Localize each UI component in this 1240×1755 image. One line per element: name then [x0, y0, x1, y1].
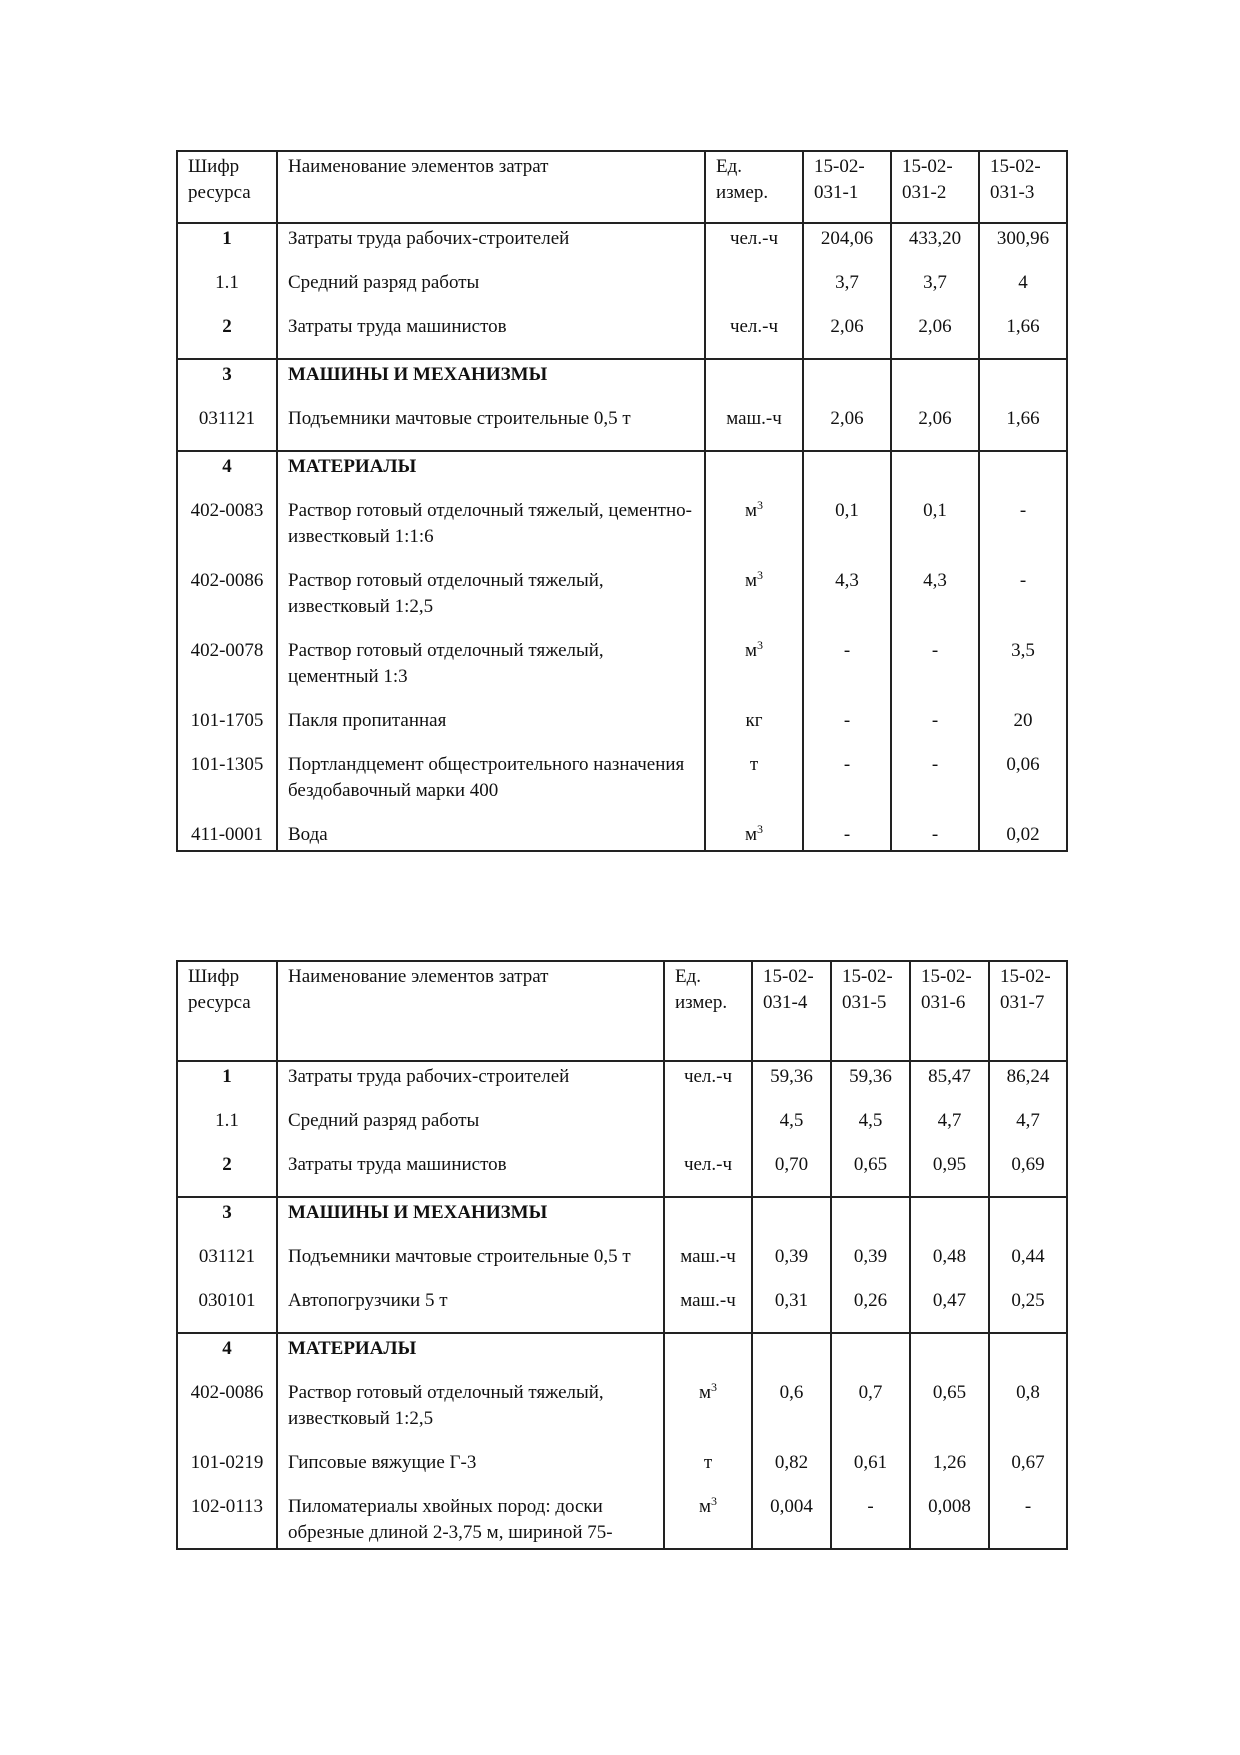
cost-element-name: Средний разряд работы — [277, 1108, 664, 1152]
norm-value: 0,82 — [752, 1450, 831, 1494]
resource-code: 3 — [177, 359, 277, 406]
resource-code: 102-0113 — [177, 1494, 277, 1549]
table-row — [177, 1152, 1067, 1197]
table-row — [177, 359, 1067, 406]
unit-of-measure — [664, 1494, 752, 1549]
column-header: Шифр ресурса — [177, 961, 277, 1061]
norm-value — [910, 1197, 989, 1244]
resource-code: 1 — [177, 223, 277, 270]
unit-superscript: 3 — [757, 822, 764, 836]
resource-code: 402-0086 — [177, 1380, 277, 1450]
norm-value: 0,31 — [752, 1288, 831, 1333]
norm-value: 1,66 — [979, 314, 1067, 359]
cost-element-name: Раствор готовый отделочный тяжелый, цементный 1:3 — [277, 638, 705, 708]
resource-code: 402-0078 — [177, 638, 277, 708]
unit-superscript: 3 — [711, 1494, 718, 1508]
norm-value: 204,06 — [803, 223, 891, 270]
table-row — [177, 270, 1067, 314]
unit-text: м — [744, 570, 758, 591]
unit-text: т — [749, 754, 759, 775]
table-2-body — [177, 961, 1067, 1549]
norm-value: 0,44 — [989, 1244, 1067, 1288]
column-header: 15-02-031-7 — [989, 961, 1067, 1061]
table-row — [177, 708, 1067, 752]
header-row — [177, 151, 1067, 223]
norm-value: 3,7 — [891, 270, 979, 314]
norm-value — [752, 1197, 831, 1244]
cost-element-name: Раствор готовый отделочный тяжелый, известковый 1:2,5 — [277, 1380, 664, 1450]
table-row — [177, 1333, 1067, 1380]
norm-value: 0,39 — [831, 1244, 910, 1288]
unit-text: м — [698, 1496, 712, 1517]
unit-of-measure — [705, 638, 803, 708]
column-header: Шифр ресурса — [177, 151, 277, 223]
table-row — [177, 638, 1067, 708]
cost-element-name: Пиломатериалы хвойных пород: доски обрезные длиной 2-3,75 м, шириной 75- — [277, 1494, 664, 1549]
norm-value: 0,26 — [831, 1288, 910, 1333]
unit-text: маш.-ч — [680, 1246, 736, 1267]
unit-of-measure — [664, 1061, 752, 1108]
norm-value: 0,6 — [752, 1380, 831, 1450]
norm-value — [989, 1197, 1067, 1244]
resource-code: 402-0083 — [177, 498, 277, 568]
norm-value — [803, 359, 891, 406]
resource-code: 101-0219 — [177, 1450, 277, 1494]
unit-of-measure — [705, 406, 803, 451]
cost-element-name: Затраты труда рабочих-строителей — [277, 1061, 664, 1108]
resource-table-1 — [176, 150, 1068, 852]
norm-value: - — [831, 1494, 910, 1549]
unit-text: м — [744, 824, 758, 845]
unit-of-measure — [705, 359, 803, 406]
norm-value — [891, 451, 979, 498]
norm-value — [891, 359, 979, 406]
unit-text: чел.-ч — [683, 1066, 733, 1087]
unit-of-measure — [705, 223, 803, 270]
norm-value: - — [803, 708, 891, 752]
column-header: Ед. измер. — [705, 151, 803, 223]
column-header: 15-02-031-4 — [752, 961, 831, 1061]
resource-code: 4 — [177, 1333, 277, 1380]
norm-value: 2,06 — [803, 314, 891, 359]
norm-value: 0,39 — [752, 1244, 831, 1288]
resource-code: 2 — [177, 1152, 277, 1197]
norm-value — [752, 1333, 831, 1380]
resource-code: 1.1 — [177, 270, 277, 314]
table-row — [177, 1450, 1067, 1494]
cost-element-name: Раствор готовый отделочный тяжелый, цементно-известковый 1:1:6 — [277, 498, 705, 568]
norm-value: 59,36 — [752, 1061, 831, 1108]
norm-value: - — [891, 638, 979, 708]
norm-value: 85,47 — [910, 1061, 989, 1108]
column-header: Наименование элементов затрат — [277, 961, 664, 1061]
table-row — [177, 314, 1067, 359]
norm-value: 0,47 — [910, 1288, 989, 1333]
norm-value: 1,26 — [910, 1450, 989, 1494]
unit-of-measure — [664, 1244, 752, 1288]
column-header: 15-02-031-2 — [891, 151, 979, 223]
norm-value — [989, 1333, 1067, 1380]
norm-value: 4,5 — [831, 1108, 910, 1152]
column-header: 15-02-031-3 — [979, 151, 1067, 223]
norm-value: 20 — [979, 708, 1067, 752]
unit-text: м — [698, 1382, 712, 1403]
norm-value: - — [803, 822, 891, 851]
norm-value — [803, 451, 891, 498]
column-header: 15-02-031-6 — [910, 961, 989, 1061]
resource-code: 1 — [177, 1061, 277, 1108]
unit-superscript: 3 — [757, 568, 764, 582]
norm-value — [831, 1333, 910, 1380]
table-row — [177, 1061, 1067, 1108]
norm-value: 2,06 — [891, 314, 979, 359]
norm-value: 4,7 — [910, 1108, 989, 1152]
resource-code: 4 — [177, 451, 277, 498]
norm-value: - — [891, 822, 979, 851]
header-row — [177, 961, 1067, 1061]
column-header: 15-02-031-1 — [803, 151, 891, 223]
norm-value: 0,1 — [891, 498, 979, 568]
table-row — [177, 451, 1067, 498]
resource-code: 2 — [177, 314, 277, 359]
unit-of-measure — [664, 1450, 752, 1494]
norm-value — [979, 451, 1067, 498]
resource-code: 101-1305 — [177, 752, 277, 822]
norm-value: 0,1 — [803, 498, 891, 568]
unit-text: кг — [745, 710, 763, 731]
unit-text: м — [744, 640, 758, 661]
unit-of-measure — [705, 498, 803, 568]
norm-value: 4,3 — [891, 568, 979, 638]
table-row — [177, 1380, 1067, 1450]
resource-code: 101-1705 — [177, 708, 277, 752]
cost-element-name: Пакля пропитанная — [277, 708, 705, 752]
table-row — [177, 752, 1067, 822]
unit-text: м — [744, 500, 758, 521]
norm-value: - — [803, 752, 891, 822]
unit-text: чел.-ч — [729, 228, 779, 249]
unit-of-measure — [705, 708, 803, 752]
norm-value: 4 — [979, 270, 1067, 314]
cost-element-name: МАШИНЫ И МЕХАНИЗМЫ — [277, 359, 705, 406]
norm-value: - — [803, 638, 891, 708]
unit-of-measure — [664, 1333, 752, 1380]
unit-of-measure — [705, 752, 803, 822]
cost-element-name: МАТЕРИАЛЫ — [277, 1333, 664, 1380]
unit-superscript: 3 — [757, 638, 764, 652]
cost-element-name: Автопогрузчики 5 т — [277, 1288, 664, 1333]
cost-element-name: Раствор готовый отделочный тяжелый, известковый 1:2,5 — [277, 568, 705, 638]
cost-element-name: Подъемники мачтовые строительные 0,5 т — [277, 406, 705, 451]
table-row — [177, 1197, 1067, 1244]
cost-element-name: МАТЕРИАЛЫ — [277, 451, 705, 498]
unit-text: чел.-ч — [683, 1154, 733, 1175]
norm-value: - — [891, 752, 979, 822]
unit-text: т — [703, 1452, 713, 1473]
cost-element-name: Портландцемент общестроительного назначения бездобавочный марки 400 — [277, 752, 705, 822]
table-row — [177, 822, 1067, 851]
norm-value: 433,20 — [891, 223, 979, 270]
norm-value: 2,06 — [803, 406, 891, 451]
cost-element-name: Гипсовые вяжущие Г-3 — [277, 1450, 664, 1494]
unit-of-measure — [705, 314, 803, 359]
table-row — [177, 1244, 1067, 1288]
norm-value: 0,70 — [752, 1152, 831, 1197]
norm-value: 0,48 — [910, 1244, 989, 1288]
norm-value: 3,5 — [979, 638, 1067, 708]
column-header: Наименование элементов затрат — [277, 151, 705, 223]
unit-of-measure — [664, 1197, 752, 1244]
norm-value: 0,69 — [989, 1152, 1067, 1197]
cost-element-name: Затраты труда машинистов — [277, 1152, 664, 1197]
norm-value — [979, 359, 1067, 406]
table-row — [177, 498, 1067, 568]
norm-value: 2,06 — [891, 406, 979, 451]
norm-value: 59,36 — [831, 1061, 910, 1108]
norm-value: 0,7 — [831, 1380, 910, 1450]
unit-text: маш.-ч — [726, 408, 782, 429]
table-1-body — [177, 151, 1067, 851]
cost-element-name: Средний разряд работы — [277, 270, 705, 314]
table-row — [177, 568, 1067, 638]
norm-value: 3,7 — [803, 270, 891, 314]
norm-value: 0,02 — [979, 822, 1067, 851]
resource-code: 031121 — [177, 406, 277, 451]
norm-value: 4,5 — [752, 1108, 831, 1152]
norm-value: 0,06 — [979, 752, 1067, 822]
norm-value: 4,3 — [803, 568, 891, 638]
norm-value: 0,004 — [752, 1494, 831, 1549]
cost-element-name: Вода — [277, 822, 705, 851]
unit-of-measure — [705, 568, 803, 638]
table-row — [177, 1108, 1067, 1152]
table-row — [177, 406, 1067, 451]
norm-value: 0,67 — [989, 1450, 1067, 1494]
unit-text: маш.-ч — [680, 1290, 736, 1311]
resource-code: 3 — [177, 1197, 277, 1244]
norm-value: - — [989, 1494, 1067, 1549]
norm-value: 0,95 — [910, 1152, 989, 1197]
norm-value: 86,24 — [989, 1061, 1067, 1108]
resource-table-2 — [176, 960, 1068, 1550]
unit-superscript: 3 — [757, 498, 764, 512]
norm-value: 0,25 — [989, 1288, 1067, 1333]
norm-value: 0,008 — [910, 1494, 989, 1549]
norm-value: - — [891, 708, 979, 752]
unit-of-measure — [664, 1380, 752, 1450]
unit-of-measure — [705, 270, 803, 314]
norm-value — [910, 1333, 989, 1380]
norm-value: 0,61 — [831, 1450, 910, 1494]
unit-of-measure — [664, 1152, 752, 1197]
norm-value: 0,65 — [831, 1152, 910, 1197]
cost-element-name: Подъемники мачтовые строительные 0,5 т — [277, 1244, 664, 1288]
resource-code: 1.1 — [177, 1108, 277, 1152]
resource-code: 030101 — [177, 1288, 277, 1333]
resource-code: 411-0001 — [177, 822, 277, 851]
norm-value: - — [979, 568, 1067, 638]
norm-value: 300,96 — [979, 223, 1067, 270]
unit-text: чел.-ч — [729, 316, 779, 337]
norm-value: 0,65 — [910, 1380, 989, 1450]
norm-value: 0,8 — [989, 1380, 1067, 1450]
norm-value: 1,66 — [979, 406, 1067, 451]
resource-code: 402-0086 — [177, 568, 277, 638]
norm-value: 4,7 — [989, 1108, 1067, 1152]
unit-superscript: 3 — [711, 1380, 718, 1394]
norm-value — [831, 1197, 910, 1244]
norm-value: - — [979, 498, 1067, 568]
resource-code: 031121 — [177, 1244, 277, 1288]
cost-element-name: МАШИНЫ И МЕХАНИЗМЫ — [277, 1197, 664, 1244]
table-row — [177, 223, 1067, 270]
column-header: 15-02-031-5 — [831, 961, 910, 1061]
unit-of-measure — [705, 451, 803, 498]
cost-element-name: Затраты труда машинистов — [277, 314, 705, 359]
cost-element-name: Затраты труда рабочих-строителей — [277, 223, 705, 270]
table-row — [177, 1288, 1067, 1333]
table-row — [177, 1494, 1067, 1549]
unit-of-measure — [664, 1288, 752, 1333]
unit-of-measure — [705, 822, 803, 851]
column-header: Ед. измер. — [664, 961, 752, 1061]
unit-of-measure — [664, 1108, 752, 1152]
